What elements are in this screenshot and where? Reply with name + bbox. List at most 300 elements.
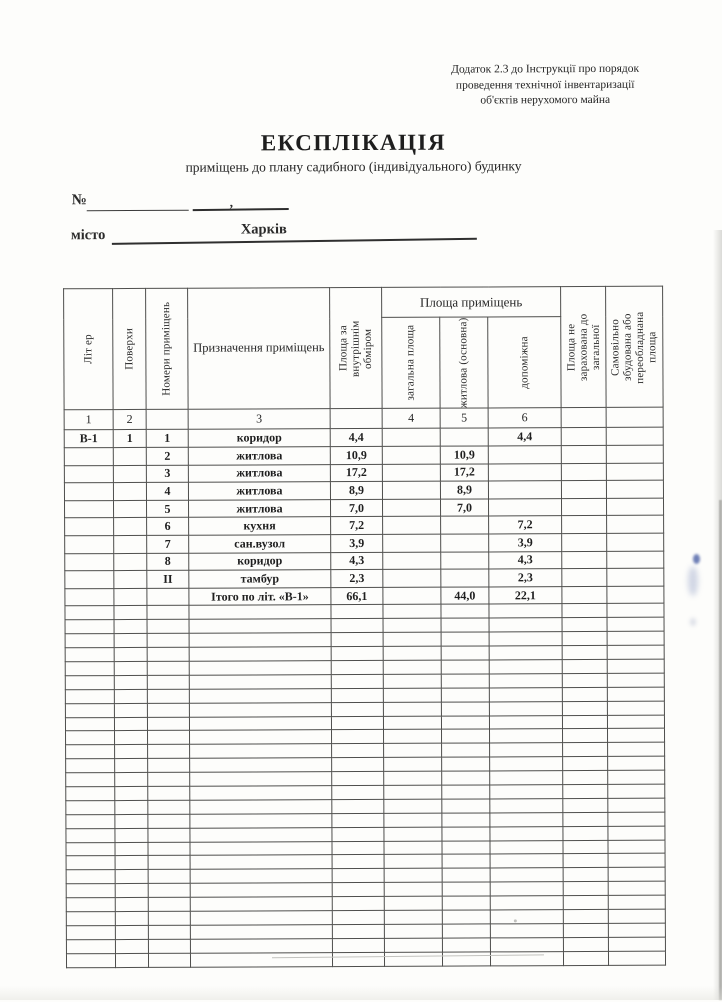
table-cell: 2: [113, 410, 146, 430]
header-liter: [64, 289, 114, 411]
table-cell: [563, 909, 608, 923]
table-cell: [561, 481, 606, 499]
table-cell: [384, 730, 442, 744]
table-cell: [114, 606, 147, 620]
table-cell: 10,9: [440, 446, 488, 464]
table-cell: тамбур: [189, 570, 331, 588]
table-cell: [332, 744, 384, 758]
table-cell: [608, 895, 665, 909]
table-cell: [563, 896, 608, 910]
table-cell: [607, 701, 664, 715]
table-cell: [608, 951, 665, 965]
table-cell: [189, 633, 331, 648]
table-cell: сан.вузол: [189, 535, 331, 553]
table-cell: [442, 827, 490, 841]
table-cell: [332, 924, 384, 938]
table-cell: [190, 938, 332, 953]
table-cell: [190, 897, 332, 912]
table-cell: [330, 409, 382, 429]
table-cell: [607, 631, 664, 645]
table-cell: [384, 813, 442, 827]
table-cell: [113, 500, 146, 518]
table-cell: [607, 687, 664, 701]
table-cell: [190, 813, 332, 828]
table-header-row-1: [64, 286, 663, 319]
header-aux-area-label: допоміжна: [518, 336, 531, 389]
table-cell: [383, 660, 441, 674]
table-cell: [563, 770, 608, 784]
city-value: Харків: [240, 221, 287, 238]
table-cell: [331, 660, 383, 674]
document-number-label: №: [71, 192, 87, 209]
table-cell: 4: [146, 482, 188, 500]
table-cell: [442, 938, 490, 952]
table-cell: [115, 786, 148, 800]
table-cell: 66,1: [331, 587, 383, 605]
column-numbers-row: [64, 408, 663, 431]
table-cell: [189, 688, 331, 703]
table-cell: [146, 410, 188, 430]
table-cell: [563, 757, 608, 771]
header-living-area-label: житлова (основна): [457, 317, 470, 409]
table-cell: [607, 617, 664, 631]
table-cell: 3: [146, 465, 188, 483]
table-cell: [190, 827, 332, 842]
table-cell: [65, 634, 114, 648]
table-cell: [148, 758, 190, 772]
table-cell: [382, 499, 440, 517]
table-cell: [563, 882, 608, 896]
table-cell: [331, 619, 383, 633]
table-cell: [147, 647, 189, 661]
table-cell: [607, 673, 664, 687]
table-cell: житлова: [188, 499, 330, 517]
table-cell: [332, 758, 384, 772]
table-cell: [382, 481, 440, 499]
table-cell: [115, 828, 148, 842]
table-cell: [332, 771, 384, 785]
table-cell: [563, 923, 608, 937]
table-cell: [561, 445, 606, 463]
regulation-note-line3: об'єктів нерухомого майна: [480, 93, 611, 107]
table-cell: [148, 870, 190, 884]
table-cell: [115, 842, 148, 856]
table-cell: [607, 533, 664, 551]
table-cell: 4,4: [330, 429, 382, 447]
table-cell: [383, 632, 441, 646]
header-unauthorized-label: Самовільно збудована або переобладнана площа: [609, 310, 659, 384]
table-cell: [606, 428, 663, 446]
table-cell: [490, 798, 563, 812]
table-cell: [562, 586, 607, 604]
table-cell: [383, 716, 441, 730]
table-cell: [382, 446, 440, 464]
table-cell: [66, 898, 115, 912]
table-cell: [490, 910, 563, 924]
table-cell: [332, 952, 384, 966]
table-cell: [115, 759, 148, 773]
table-cell: 3,9: [489, 534, 562, 552]
table-cell: ІІ: [147, 570, 189, 588]
table-cell: [114, 703, 147, 717]
table-cell: [441, 715, 489, 729]
table-cell: [190, 758, 332, 773]
table-cell: 6: [488, 408, 561, 428]
scan-dot-artifact: [514, 919, 517, 922]
table-cell: [190, 952, 332, 967]
table-cell: [606, 463, 663, 481]
table-cell: [561, 408, 606, 428]
table-cell: [489, 715, 562, 729]
table-cell: [562, 551, 607, 569]
table-cell: [190, 911, 332, 926]
table-cell: [441, 534, 489, 552]
header-not-counted-label: Площа не зарахована до загальної: [564, 313, 602, 381]
table-cell: [384, 799, 442, 813]
table-cell: [607, 645, 664, 659]
table-cell: [442, 854, 490, 868]
table-cell: [562, 715, 607, 729]
regulation-note: [436, 62, 654, 109]
table-cell: [384, 910, 442, 924]
table-cell: [332, 730, 384, 744]
table-cell: [114, 553, 147, 571]
header-living-area: [440, 317, 488, 409]
table-cell: [66, 953, 115, 967]
table-cell: 1: [113, 430, 146, 448]
table-cell: [442, 813, 490, 827]
table-cell: 3,9: [331, 534, 383, 552]
table-cell: [384, 938, 442, 952]
header-floors-label: Поверхи: [123, 328, 136, 371]
table-cell: [607, 604, 664, 618]
table-cell: [115, 800, 148, 814]
table-cell: [607, 715, 664, 729]
table-cell: [563, 784, 608, 798]
table-cell: [147, 703, 189, 717]
header-purpose: Призначення приміщень: [188, 288, 331, 410]
table-cell: [189, 647, 331, 662]
table-cell: [563, 854, 608, 868]
table-cell: 7,2: [489, 516, 562, 534]
table-cell: [332, 785, 384, 799]
table-cell: [489, 632, 562, 646]
table-cell: [190, 772, 332, 787]
table-cell: [147, 675, 189, 689]
table-cell: [382, 429, 440, 447]
table-cell: 1: [64, 410, 113, 430]
table-cell: [189, 716, 331, 731]
table-cell: [383, 552, 441, 570]
table-cell: [608, 742, 665, 756]
header-area-span: Площа приміщень: [382, 287, 561, 318]
table-cell: [65, 675, 114, 689]
blue-ink-faint-mark: [690, 618, 696, 626]
table-cell: [332, 841, 384, 855]
table-cell: [563, 937, 608, 951]
table-cell: [147, 661, 189, 675]
document-number-underline-1: [87, 210, 189, 211]
table-cell: [66, 912, 115, 926]
table-cell: [384, 868, 442, 882]
table-cell: 4,3: [489, 551, 562, 569]
table-cell: [332, 827, 384, 841]
table-cell: [442, 771, 490, 785]
table-cell: житлова: [188, 464, 330, 482]
table-cell: [66, 814, 115, 828]
table-cell: [113, 447, 146, 465]
table-cell: [490, 729, 563, 743]
table-cell: [147, 717, 189, 731]
header-liter-label: Літ ер: [82, 334, 95, 365]
document-number-comma: ,: [229, 194, 233, 210]
table-cell: [65, 518, 114, 536]
table-cell: [65, 571, 114, 589]
table-cell: [490, 757, 563, 771]
table-cell: [441, 618, 489, 632]
table-cell: [562, 516, 607, 534]
table-cell: [115, 884, 148, 898]
table-cell: [441, 569, 489, 587]
table-cell: [148, 786, 190, 800]
table-cell: [114, 689, 147, 703]
regulation-note-line2: проведення технічної інвентаризації: [455, 78, 635, 92]
blue-ink-mark: [693, 554, 700, 564]
table-cell: 7,0: [440, 499, 488, 517]
table-cell: [113, 483, 146, 501]
table-cell: [442, 785, 490, 799]
table-cell: [331, 605, 383, 619]
table-cell: [190, 841, 332, 856]
table-cell: [489, 618, 562, 632]
empty-table-row: [66, 951, 665, 968]
table-cell: [65, 606, 114, 620]
header-room-numbers-label: Номери приміщень: [160, 302, 173, 397]
table-cell: [489, 687, 562, 701]
table-cell: [189, 661, 331, 676]
table-cell: 8,9: [440, 481, 488, 499]
table-cell: [114, 675, 147, 689]
table-cell: [608, 840, 665, 854]
table-cell: 2: [146, 447, 188, 465]
table-cell: [66, 925, 115, 939]
table-cell: 5: [146, 500, 188, 518]
table-cell: [64, 465, 113, 483]
table-cell: [562, 569, 607, 587]
table-cell: [65, 536, 114, 554]
table-cell: [65, 553, 114, 571]
table-cell: [114, 717, 147, 731]
table-cell: [562, 533, 607, 551]
table-cell: [383, 517, 441, 535]
table-cell: [384, 785, 442, 799]
table-cell: [383, 674, 441, 688]
table-cell: [65, 648, 114, 662]
table-cell: [64, 500, 113, 518]
table-cell: [113, 465, 146, 483]
table-cell: [189, 674, 331, 689]
table-cell: [490, 840, 563, 854]
regulation-note-line1: Додаток 2.3 до Інструкції про порядок: [451, 62, 640, 76]
table-cell: [190, 799, 332, 814]
table-cell: 10,9: [330, 446, 382, 464]
table-cell: [148, 911, 190, 925]
table-cell: [606, 480, 663, 498]
table-cell: [562, 687, 607, 701]
header-not-counted: [561, 286, 607, 408]
header-aux-area: [488, 317, 561, 409]
header-inner-area-label: Площа за внутрішнім обміром: [337, 319, 375, 377]
table-cell: [66, 800, 115, 814]
table-cell: [190, 855, 332, 870]
table-cell: [488, 498, 561, 516]
table-cell: [147, 606, 189, 620]
table-cell: [66, 773, 115, 787]
table-cell: [332, 813, 384, 827]
table-cell: [488, 446, 561, 464]
table-cell: 4: [382, 409, 440, 429]
table-cell: [147, 689, 189, 703]
table-cell: [383, 569, 441, 587]
table-cell: [148, 953, 190, 967]
table-cell: [147, 620, 189, 634]
table-cell: [114, 620, 147, 634]
header-room-numbers: [146, 288, 189, 410]
table-cell: [562, 604, 607, 618]
table-cell: [441, 646, 489, 660]
table-cell: [561, 498, 606, 516]
table-cell: [148, 731, 190, 745]
table-cell: [66, 745, 115, 759]
table-cell: 8: [147, 553, 189, 571]
table-cell: [442, 910, 490, 924]
table-cell: [442, 868, 490, 882]
table-cell: [384, 855, 442, 869]
table-cell: [383, 587, 441, 605]
table-cell: [608, 784, 665, 798]
table-cell: [384, 743, 442, 757]
table-cell: [115, 731, 148, 745]
table-cell: [383, 534, 441, 552]
table-cell: [189, 605, 331, 620]
table-cell: [561, 428, 606, 446]
table-cell: [331, 633, 383, 647]
table-cell: [114, 571, 147, 589]
table-cell: [441, 688, 489, 702]
table-cell: [563, 840, 608, 854]
table-cell: [562, 645, 607, 659]
table-cell: [115, 856, 148, 870]
table-cell: [65, 717, 114, 731]
table-cell: [383, 605, 441, 619]
table-cell: [147, 633, 189, 647]
table-cell: [563, 812, 608, 826]
table-cell: 3: [188, 409, 330, 430]
table-cell: [607, 586, 664, 604]
table-cell: [66, 759, 115, 773]
table-cell: [490, 826, 563, 840]
table-cell: [115, 870, 148, 884]
table-cell: 22,1: [489, 586, 562, 604]
table-cell: [608, 770, 665, 784]
table-cell: [488, 481, 561, 499]
table-cell: [115, 911, 148, 925]
table-cell: 17,2: [330, 464, 382, 482]
table-cell: [148, 828, 190, 842]
table-cell: [114, 588, 147, 606]
table-cell: [189, 619, 331, 634]
table-cell: [66, 884, 115, 898]
table-cell: [489, 701, 562, 715]
table-cell: [66, 842, 115, 856]
table-cell: [563, 951, 608, 965]
table-cell: [608, 854, 665, 868]
table-cell: 1: [146, 430, 188, 448]
table-cell: [384, 882, 442, 896]
table-cell: [562, 618, 607, 632]
table-cell: В-1: [64, 430, 113, 448]
table-cell: [384, 952, 442, 966]
table-cell: [384, 771, 442, 785]
table-cell: житлова: [188, 447, 330, 465]
table-cell: [115, 772, 148, 786]
table-cell: [383, 688, 441, 702]
table-cell: [66, 787, 115, 801]
table-cell: [442, 882, 490, 896]
explication-table: [63, 286, 666, 968]
table-cell: [562, 659, 607, 673]
table-cell: [190, 924, 332, 939]
table-cell: [115, 925, 148, 939]
table-cell: [147, 588, 189, 606]
header-total-area-label: загальна площа: [404, 325, 417, 401]
table-cell: [382, 464, 440, 482]
table-cell: [442, 952, 490, 966]
table-cell: [383, 618, 441, 632]
table-cell: [442, 799, 490, 813]
table-cell: [441, 604, 489, 618]
table-cell: коридор: [189, 552, 331, 570]
table-cell: [331, 674, 383, 688]
table-cell: [488, 463, 561, 481]
table-cell: [489, 646, 562, 660]
table-cell: 7,2: [331, 517, 383, 535]
table-cell: [148, 800, 190, 814]
table-cell: [490, 937, 563, 951]
table-cell: [384, 827, 442, 841]
table-cell: [148, 842, 190, 856]
table-cell: [190, 883, 332, 898]
table-cell: [563, 729, 608, 743]
table-cell: [66, 939, 115, 953]
table-cell: коридор: [188, 429, 330, 447]
table-cell: [384, 841, 442, 855]
table-cell: [607, 551, 664, 569]
table-cell: [441, 674, 489, 688]
header-floors: [113, 288, 147, 410]
table-cell: [190, 730, 332, 745]
table-cell: [332, 938, 384, 952]
table-cell: [490, 771, 563, 785]
city-label: місто: [70, 227, 106, 244]
table-cell: [148, 814, 190, 828]
table-cell: [332, 910, 384, 924]
table-cell: [65, 662, 114, 676]
table-cell: [490, 785, 563, 799]
page-title: ЕКСПЛІКАЦІЯ: [260, 129, 447, 156]
table-cell: 7: [147, 535, 189, 553]
table-cell: [490, 951, 563, 965]
